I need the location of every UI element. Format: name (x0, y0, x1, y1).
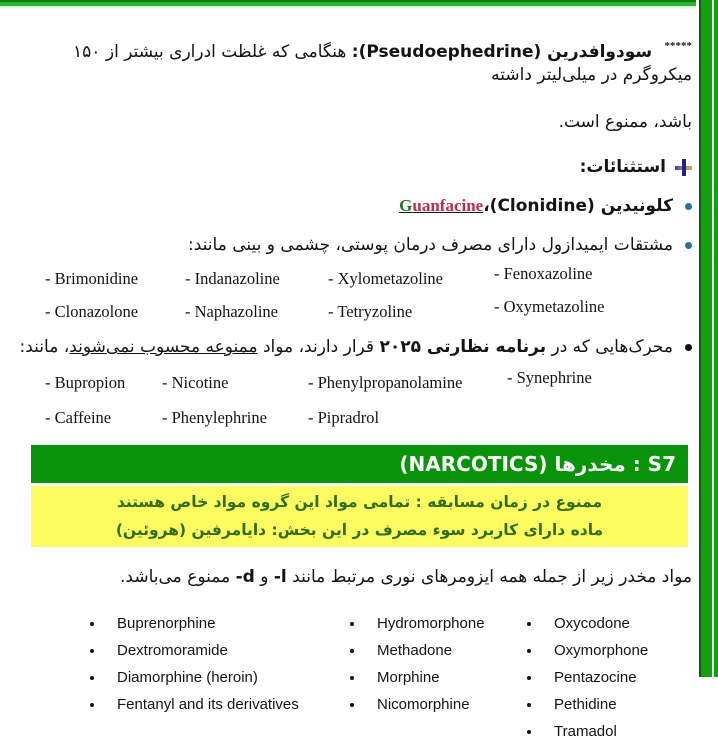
substance-item: - Xylometazoline (328, 268, 444, 288)
page-top-green-border (0, 0, 718, 9)
blue-bullet-icon (685, 203, 692, 210)
substance-of-abuse-line: ماده دارای کاربرد سوء مصرف در این بخش: دایامرفین (هروئین) (115, 520, 604, 539)
prohibition-yellow-box (31, 486, 688, 547)
narcotic-item: • Diamorphine (heroin) (105, 668, 345, 687)
narcotic-item: • Hydromorphone (365, 614, 522, 633)
page-content (0, 9, 718, 740)
imidazole-derivatives-table (18, 263, 692, 324)
stimulants-row (45, 407, 692, 429)
substance-item: - Phenylephrine (162, 408, 267, 428)
narcotic-item: • Pentazocine (542, 668, 648, 687)
imidazole-bullet-item (18, 234, 692, 257)
narcotic-item: • Oxymorphone (542, 641, 648, 660)
prohibited-in-competition-line: ممنوع در زمان مسابقه : تمامی مواد این گروه مواد خاص هستند (116, 492, 603, 511)
narcotics-list (85, 614, 692, 749)
narcotic-item: • Methadone (365, 641, 522, 660)
footnote-asterisks: ***** (664, 40, 692, 52)
narcotic-item: • Nicomorphine (365, 695, 522, 714)
pseudoephedrine-text: هنگامی که غلظت ادراری بیشتر از ۱۵۰ میکروگرم در میلی‌لیتر داشته (73, 42, 692, 85)
exceptions-heading (18, 156, 692, 179)
derivatives-row (45, 263, 692, 290)
narcotic-item: • Fentanyl and its derivatives (105, 695, 345, 714)
narcotics-column-1 (85, 614, 345, 749)
substance-item: - Fenoxazoline (494, 263, 593, 283)
substance-item: - Tetryzoline (328, 301, 413, 321)
d-isomer-token: -d (235, 566, 255, 587)
substance-item: - Oxymetazoline (494, 296, 605, 316)
not-prohibited-underlined: ممنوعه محسوب نمی‌شوند (69, 337, 258, 358)
monitoring-stimulants-table (18, 368, 692, 430)
substance-item: - Phenylpropanolamine (308, 373, 463, 393)
substance-item: - Pipradrol (308, 408, 380, 428)
pseudoephedrine-line-2: باشد، ممنوع است. (558, 111, 692, 132)
substance-item: - Synephrine (507, 368, 592, 388)
optical-isomers-line: مواد مخدر زیر از جمله همه ایزومرهای نوری مرتبط مانند -l و -d ممنوع می‌باشد. (120, 566, 692, 587)
stimulants-row (45, 368, 692, 394)
narcotic-item: • Morphine (365, 668, 522, 687)
monitoring-program-bold: برنامه نظارتی ۲۰۲۵ (379, 337, 547, 358)
imidazole-text: مشتقات ایمیدازول دارای مصرف درمان پوستی، چشمی و بینی مانند: (188, 234, 673, 255)
derivatives-row (45, 296, 692, 323)
narcotic-item: • Tramadol (542, 722, 648, 741)
substance-item: - Bupropion (45, 373, 126, 393)
monitoring-program-bullet-item (18, 336, 692, 359)
narcotic-item: • Dextromoramide (105, 641, 345, 660)
narcotic-item: • Oxycodone (542, 614, 648, 633)
substance-item: - Naphazoline (185, 301, 278, 321)
l-isomer-token: -l (273, 566, 287, 587)
blue-bullet-icon (685, 242, 692, 249)
black-bullet-icon (685, 344, 692, 351)
narcotic-item: • Buprenorphine (105, 614, 345, 633)
guanfacine-text: Guanfacine (399, 195, 484, 215)
monitoring-program-text: محرک‌هایی که در برنامه نظارتی ۲۰۲۵ قرار دارند، مواد ممنوعه محسوب نمی‌شوند، مانند: (19, 337, 673, 358)
plus-bullet-icon (675, 159, 692, 176)
substance-item: - Clonazolone (45, 301, 139, 321)
exceptions-label: استثنائات: (579, 156, 666, 177)
substance-item: - Brimonidine (45, 268, 139, 288)
pseudoephedrine-name: سودوافدرین (Pseudoephedrine): (351, 42, 653, 62)
clonidine-bullet-item (18, 195, 692, 218)
section-s7-narcotics-banner: S7 : مخدرها (NARCOTICS) (31, 445, 688, 483)
substance-item: - Indanazoline (185, 268, 280, 288)
substance-item: - Caffeine (45, 408, 112, 428)
pseudoephedrine-line-1 (18, 39, 692, 87)
narcotics-column-2 (345, 614, 522, 749)
substance-item: - Nicotine (162, 373, 229, 393)
narcotics-column-3 (522, 614, 648, 749)
narcotic-item: • Pethidine (542, 695, 648, 714)
clonidine-text: کلونیدین (Clonidine)، (483, 195, 673, 216)
